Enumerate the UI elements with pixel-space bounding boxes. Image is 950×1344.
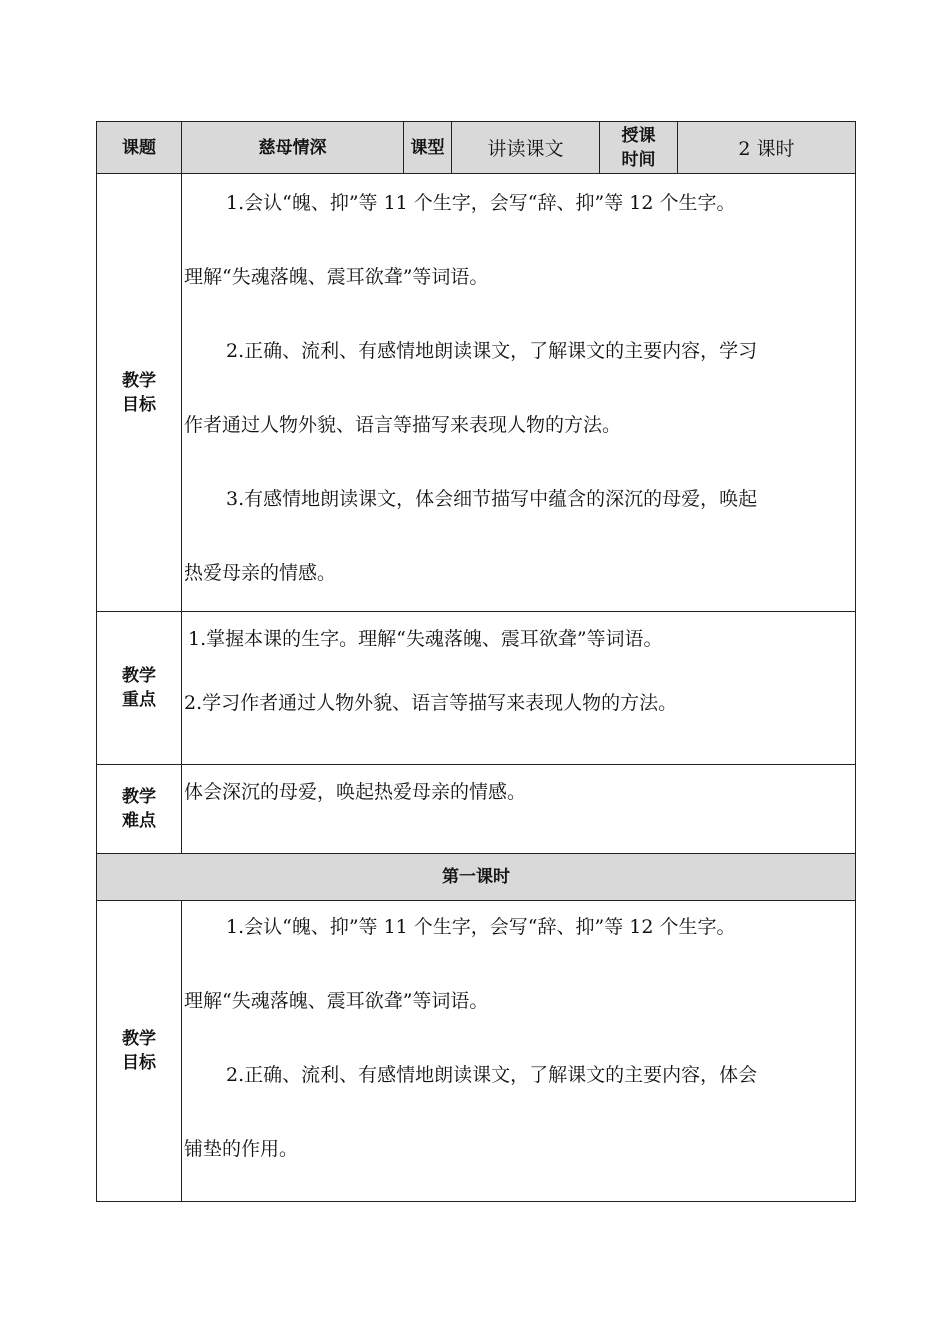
type-label: 课型 <box>404 122 452 174</box>
lesson1-goal-line: 2.正确、流利、有感情地朗读课文，了解课文的主要内容，体会 <box>226 1064 758 1086</box>
goal-line: 理解“失魂落魄、震耳欲聋”等词语。 <box>184 266 489 288</box>
key-point-line: 2.学习作者通过人物外貌、语言等描写来表现人物的方法。 <box>184 692 678 714</box>
time-label <box>600 122 678 174</box>
key-points-label <box>97 612 182 765</box>
lesson1-goal-line: 理解“失魂落魄、震耳欲聋”等词语。 <box>184 990 489 1012</box>
key-point-line: 1.掌握本课的生字。理解“失魂落魄、震耳欲聋”等词语。 <box>188 628 663 650</box>
difficulties-label-line2: 难点 <box>122 811 156 831</box>
difficulties-text: 体会深沉的母爱，唤起热爱母亲的情感。 <box>184 781 527 803</box>
difficulties-content <box>182 765 856 854</box>
header-row <box>97 122 856 174</box>
difficulties-row <box>97 765 856 854</box>
key-points-label-line1: 教学 <box>122 666 156 686</box>
lesson1-goals-label-line2: 目标 <box>122 1053 156 1073</box>
section-row <box>97 854 856 901</box>
topic-label: 课题 <box>97 122 182 174</box>
key-points-row <box>97 612 856 765</box>
lesson1-goals-content <box>182 901 856 1202</box>
goals-label-line2: 目标 <box>122 394 156 415</box>
goals-label-line1: 教学 <box>122 370 156 391</box>
type-value: 讲读课文 <box>452 122 600 174</box>
difficulties-label <box>97 765 182 854</box>
goal-line: 3.有感情地朗读课文，体会细节描写中蕴含的深沉的母爱，唤起 <box>226 488 758 510</box>
topic-value: 慈母情深 <box>182 122 404 174</box>
section-title: 第一课时 <box>97 854 856 901</box>
key-points-content <box>182 612 856 765</box>
time-value: 2 课时 <box>678 122 856 174</box>
goal-line: 热爱母亲的情感。 <box>184 562 337 584</box>
goals-content <box>182 174 856 612</box>
lesson1-goals-label <box>97 901 182 1202</box>
goal-line: 2.正确、流利、有感情地朗读课文，了解课文的主要内容，学习 <box>226 340 758 362</box>
time-label-line2: 时间 <box>621 149 656 170</box>
goals-label <box>97 174 182 612</box>
difficulties-label-line1: 教学 <box>122 787 156 807</box>
lesson1-goal-line: 1.会认“魄、抑”等 11 个生字，会写“辞、抑”等 12 个生字。 <box>226 916 736 938</box>
lesson-plan-table <box>96 121 856 1202</box>
goals-row <box>97 174 856 612</box>
goal-line: 作者通过人物外貌、语言等描写来表现人物的方法。 <box>184 414 622 436</box>
time-label-line1: 授课 <box>621 125 656 146</box>
lesson1-goals-label-line1: 教学 <box>122 1029 156 1049</box>
goal-line: 1.会认“魄、抑”等 11 个生字，会写“辞、抑”等 12 个生字。 <box>226 192 736 214</box>
key-points-label-line2: 重点 <box>122 690 156 710</box>
lesson1-goals-row <box>97 901 856 1202</box>
lesson1-goal-line: 铺垫的作用。 <box>184 1138 299 1160</box>
